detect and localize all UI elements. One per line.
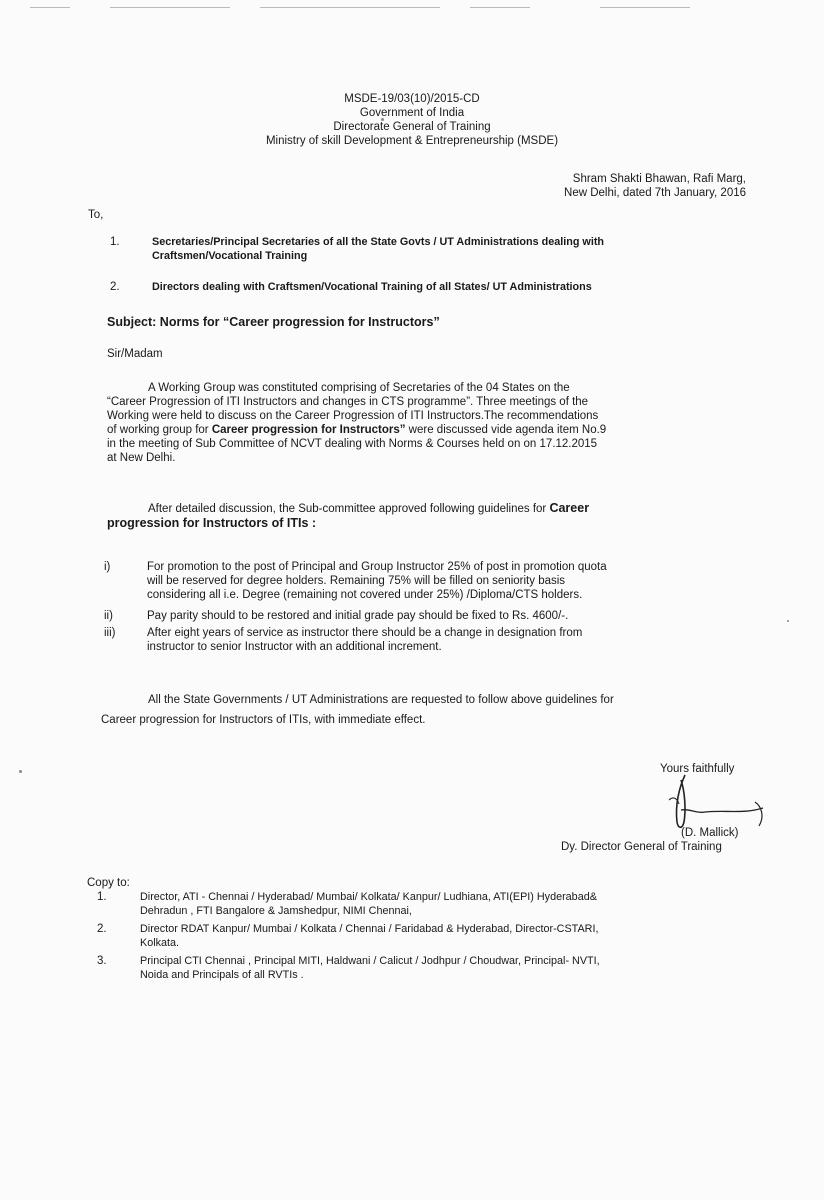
copy-number: 2. [97,923,107,935]
paragraph-line: of working group for Career progression for Instructors” were discussed vide agenda item No.9 [107,424,607,436]
paragraph-line: After detailed discussion, the Sub-committee approved following guidelines for Career [148,501,590,515]
address-line: Shram Shakti Bhawan, Rafi Marg, [572,173,746,185]
copy-text: Principal CTI Chennai , Principal MITI, Haldwani / Calicut / Jodhpur / Choudwar, Principal- NVTI, [140,955,600,967]
closing: Yours faithfully [660,763,735,775]
header-ministry: Ministry of skill Development & Entrepreneurship (MSDE) [265,135,559,147]
copy-number: 1. [97,891,107,903]
scan-speck [19,770,22,773]
scan-artifact [260,7,440,8]
reference-number: MSDE-19/03(10)/2015-CD [344,93,480,105]
scan-artifact [470,7,530,8]
recipient-text: Secretaries/Principal Secretaries of all the State Govts / UT Administrations dealing with [152,236,605,248]
copy-text: Kolkata. [140,937,180,949]
copy-number: 3. [97,955,107,967]
signatory-designation: Dy. Director General of Training [561,841,722,853]
header-directorate: Directorate General of Training [333,121,491,133]
recipient-number: 1. [110,236,120,248]
recipient-number: 2. [110,281,120,293]
guideline-number: iii) [104,627,116,639]
paragraph-line: “Career Progression of ITI Instructors and changes in CTS programme”. Three meetings of the [107,396,589,408]
copy-text: Director RDAT Kanpur/ Mumbai / Kolkata / Chennai / Faridabad & Hyderabad, Director-CSTARI, [140,923,599,935]
scan-artifact [30,7,70,8]
recipient-text: Directors dealing with Craftsmen/Vocational Training of all States/ UT Administrations [152,281,592,293]
guideline-number: ii) [104,610,113,622]
guideline-text: considering all i.e. Degree (remaining not covered under 25%) /Diploma/CTS holders. [147,589,583,601]
paragraph-line: Working were held to discuss on the Career Progression of ITI Instructors.The recommendations [107,410,599,422]
copy-text: Dehradun , FTI Bangalore & Jamshedpur, NIMI Chennai, [140,905,412,917]
copy-text: Noida and Principals of all RVTIs . [140,969,304,981]
guideline-number: i) [104,561,111,573]
paragraph-line: in the meeting of Sub Committee of NCVT dealing with Norms & Courses held on on 17.12.2015 [107,438,598,450]
paragraph-line: Career progression for Instructors of ITIs, with immediate effect. [101,714,426,726]
scan-speck [787,620,789,622]
guideline-text: instructor to senior Instructor with an additional increment. [147,641,442,653]
date-line: New Delhi, dated 7th January, 2016 [564,187,746,199]
paragraph-line: at New Delhi. [107,452,176,464]
paragraph-line: A Working Group was constituted comprising of Secretaries of the 04 States on the [148,382,570,394]
scan-artifact [600,7,690,8]
copy-to-label: Copy to: [87,877,130,889]
guideline-text: will be reserved for degree holders. Remaining 75% will be filled on seniority basis [147,575,566,587]
emphasis-text: Career progression for Instructors” [211,424,406,436]
subject-text: Norms for “Career progression for Instructors” [159,315,440,329]
signatory-name: (D. Mallick) [681,827,739,839]
recipient-text: Craftsmen/Vocational Training [152,250,308,262]
paragraph-line: All the State Governments / UT Administrations are requested to follow above guidelines for [148,694,614,706]
copy-text: Director, ATI - Chennai / Hyderabad/ Mumbai/ Kolkata/ Kanpur/ Ludhiana, ATI(EPI) Hyderabad& [140,891,597,903]
subject-label: Subject: [107,315,157,329]
to-label: To, [88,209,104,221]
guideline-text: After eight years of service as instructor there should be a change in designation from [147,627,583,639]
header-government: Government of India [359,107,465,119]
paragraph-line: progression for Instructors of ITIs : [107,516,317,530]
salutation: Sir/Madam [107,348,163,360]
scan-artifact [110,7,230,8]
guideline-text: Pay parity should to be restored and initial grade pay should be fixed to Rs. 4600/-. [147,610,569,622]
guideline-text: For promotion to the post of Principal and Group Instructor 25% of post in promotion quota [147,561,607,573]
emphasis-text: Career [549,501,590,515]
subject-line [107,315,440,329]
